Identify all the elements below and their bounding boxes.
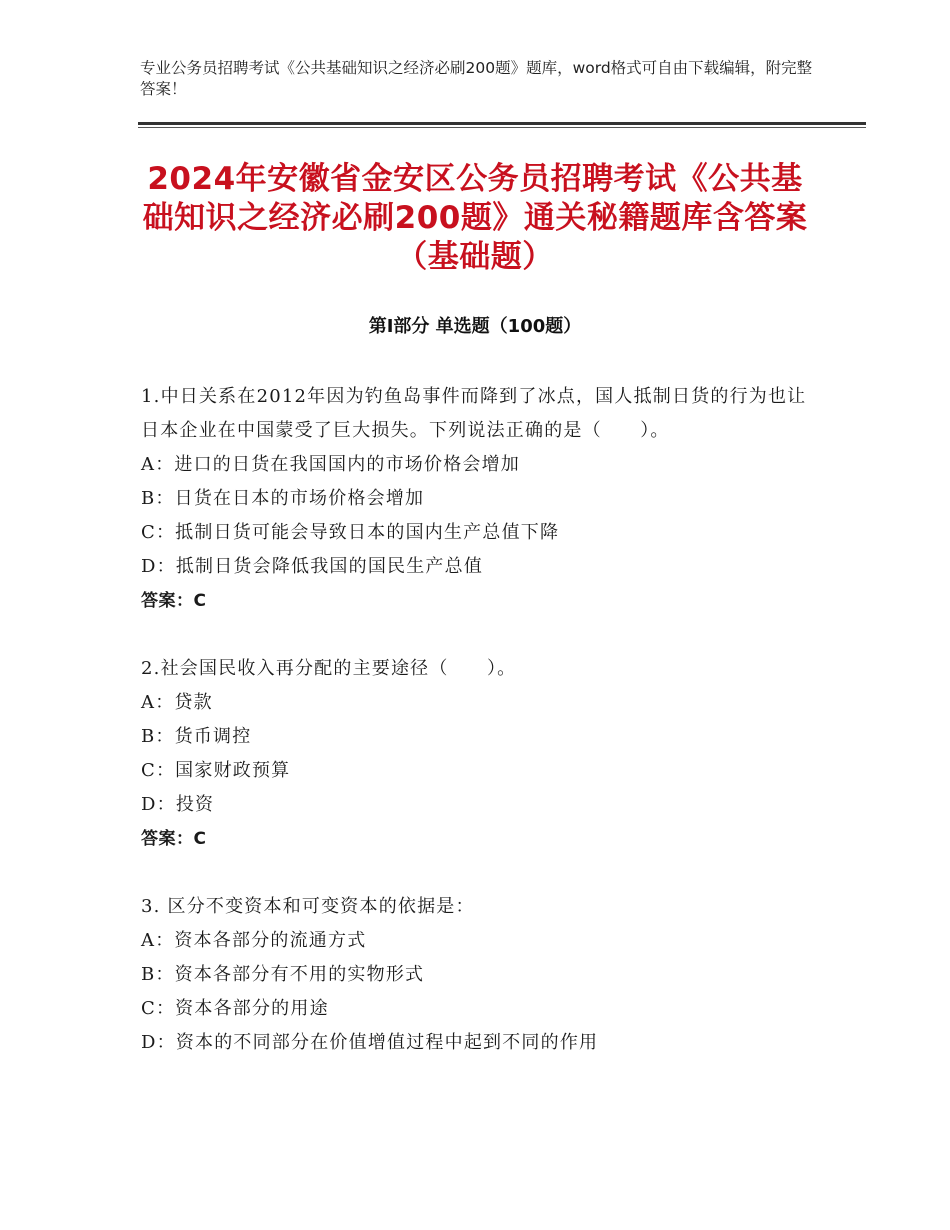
option-a: A：资本各部分的流通方式	[141, 930, 367, 951]
option-b: B：货币调控	[141, 726, 252, 747]
answer: 答案：C	[141, 829, 207, 849]
option-a: A：进口的日货在我国国内的市场价格会增加	[141, 454, 520, 475]
question-2	[141, 652, 811, 856]
option-d: D：资本的不同部分在价值增值过程中起到不同的作用	[141, 1032, 599, 1053]
header-divider-thick	[138, 122, 866, 125]
question-list	[141, 380, 811, 1094]
question-stem: 1.中日关系在2012年因为钓鱼岛事件而降到了冰点，国人抵制日货的行为也让日本企业在中国蒙受了巨大损失。下列说法正确的是（ ）。	[141, 386, 807, 441]
answer: 答案：C	[141, 591, 207, 611]
question-stem: 3. 区分不变资本和可变资本的依据是：	[141, 896, 475, 917]
option-b: B：日货在日本的市场价格会增加	[141, 488, 425, 509]
option-d: D：抵制日货会降低我国的国民生产总值	[141, 556, 484, 577]
question-stem: 2.社会国民收入再分配的主要途径（ ）。	[141, 658, 517, 679]
option-c: C：抵制日货可能会导致日本的国内生产总值下降	[141, 522, 560, 543]
option-c: C：国家财政预算	[141, 760, 291, 781]
header-note: 专业公务员招聘考试《公共基础知识之经济必刷200题》题库，word格式可自由下载编辑，附完整答案！	[140, 59, 813, 98]
section-title: 第Ⅰ部分 单选题（100题）	[368, 316, 582, 337]
option-c: C：资本各部分的用途	[141, 998, 329, 1019]
question-1	[141, 380, 811, 618]
header-divider-thin	[138, 127, 866, 128]
document-title: 2024年安徽省金安区公务员招聘考试《公共基础知识之经济必刷200题》通关秘籍题库含答案（基础题）	[142, 161, 808, 275]
option-a: A：贷款	[141, 692, 213, 713]
option-d: D：投资	[141, 794, 215, 815]
question-3	[141, 890, 811, 1060]
option-b: B：资本各部分有不用的实物形式	[141, 964, 425, 985]
